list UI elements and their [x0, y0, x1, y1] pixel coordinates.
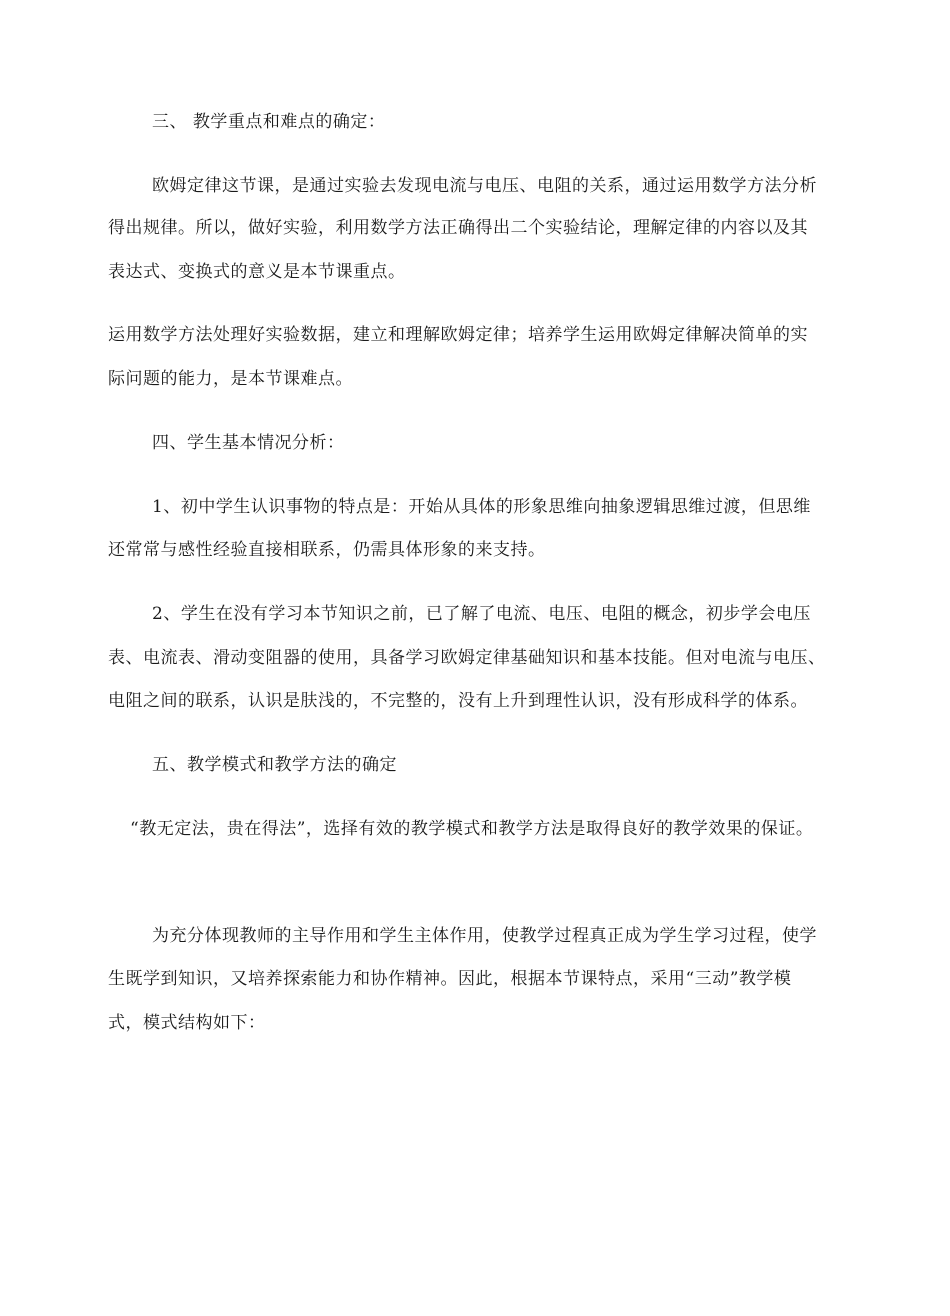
section-3-paragraph-1-line-1: 欧姆定律这节课，是通过实验去发现电流与电压、电阻的关系，通过运用数学方法分析: [152, 176, 817, 196]
section-4-item-2-line-1: 2、学生在没有学习本节知识之前，已了解了电流、电压、电阻的概念，初步学会电压: [152, 604, 811, 624]
section-3-heading: 三、 教学重点和难点的确定：: [152, 112, 386, 132]
section-4-item-1-line-2: 还常常与感性经验直接相联系，仍需具体形象的来支持。: [108, 540, 546, 560]
section-3-paragraph-2-line-1: 运用数学方法处理好实验数据，建立和理解欧姆定律；培养学生运用欧姆定律解决简单的实: [108, 325, 808, 345]
section-5-paragraph-line-3: 式，模式结构如下：: [108, 1013, 266, 1033]
section-3-paragraph-1-line-2: 得出规律。所以，做好实验，利用数学方法正确得出二个实验结论，理解定律的内容以及其: [108, 218, 808, 238]
section-3-paragraph-2-line-2: 际问题的能力，是本节课难点。: [108, 369, 353, 389]
section-5-paragraph-line-1: 为充分体现教师的主导作用和学生主体作用，使教学过程真正成为学生学习过程，使学: [152, 926, 817, 946]
section-3-paragraph-1-line-3: 表达式、变换式的意义是本节课重点。: [108, 262, 406, 282]
section-5-paragraph-line-2: 生既学到知识，又培养探索能力和协作精神。因此，根据本节课特点，采用“三动”教学模: [108, 969, 792, 989]
section-5-quote-line: “教无定法，贵在得法”，选择有效的教学模式和教学方法是取得良好的教学效果的保证。: [130, 819, 814, 839]
section-4-item-2-line-2: 表、电流表、滑动变阻器的使用，具备学习欧姆定律基础知识和基本技能。但对电流与电压、: [108, 648, 826, 668]
section-4-heading: 四、学生基本情况分析：: [152, 433, 345, 453]
section-4-item-2-line-3: 电阻之间的联系，认识是肤浅的，不完整的，没有上升到理性认识，没有形成科学的体系。: [108, 691, 808, 711]
section-4-item-1-line-1: 1、初中学生认识事物的特点是：开始从具体的形象思维向抽象逻辑思维过渡，但思维: [152, 497, 811, 517]
section-5-heading: 五、教学模式和教学方法的确定: [152, 755, 397, 775]
